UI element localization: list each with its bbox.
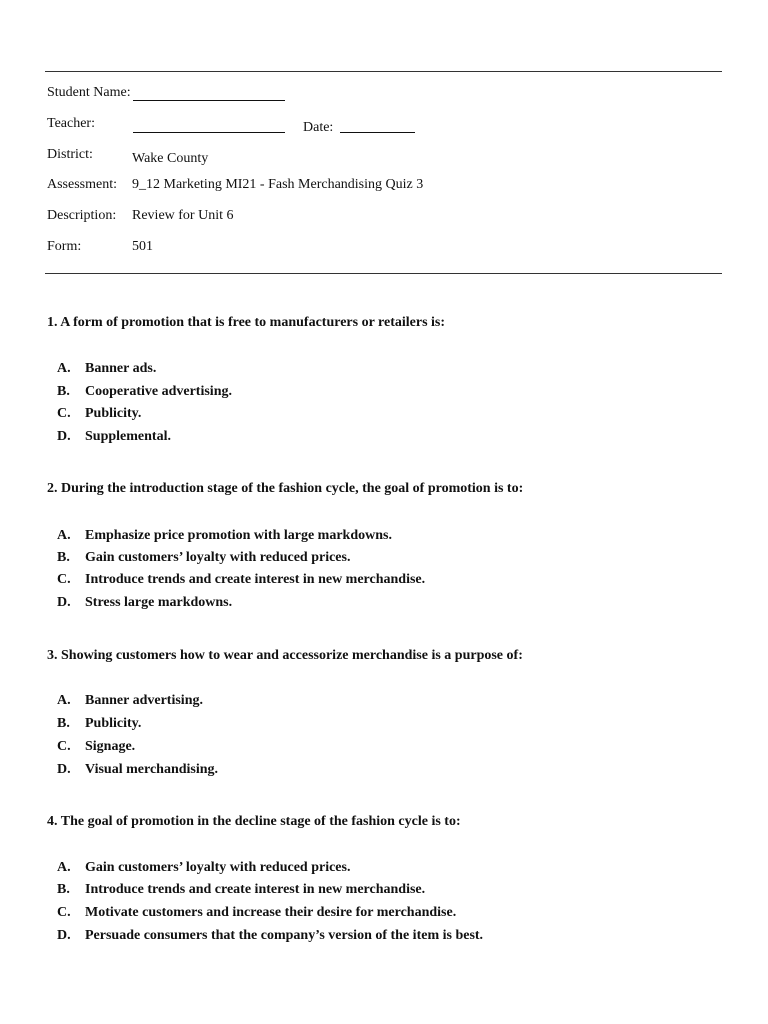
question-4-option-c[interactable] xyxy=(0,905,768,921)
question-2-option-b[interactable] xyxy=(0,550,768,566)
question-4-option-b[interactable] xyxy=(0,882,768,898)
description-value: Review for Unit 6 xyxy=(132,208,234,223)
option-text: Publicity. xyxy=(85,716,142,731)
option-text: Visual merchandising. xyxy=(85,762,219,777)
district-value: Wake County xyxy=(132,151,209,166)
question-4-option-d[interactable] xyxy=(0,928,768,944)
option-letter: C. xyxy=(57,572,71,587)
option-letter: D. xyxy=(57,595,71,610)
date-blank xyxy=(340,120,415,133)
option-text: Persuade consumers that the company’s version of the item is best. xyxy=(85,928,484,943)
date-label: Date: xyxy=(303,120,334,135)
option-text: Emphasize price promotion with large markdowns. xyxy=(85,528,392,543)
question-1-option-c[interactable] xyxy=(0,406,768,422)
question-2-option-d[interactable] xyxy=(0,595,768,611)
option-letter: B. xyxy=(57,384,70,399)
student-name-label: Student Name: xyxy=(47,85,131,100)
question-4-option-a[interactable] xyxy=(0,860,768,876)
district-label: District: xyxy=(47,147,93,162)
option-text: Gain customers’ loyalty with reduced prices. xyxy=(85,860,351,875)
question-3-option-d[interactable] xyxy=(0,762,768,778)
question-3-option-a[interactable] xyxy=(0,693,768,709)
option-text: Motivate customers and increase their desire for merchandise. xyxy=(85,905,457,920)
option-text: Gain customers’ loyalty with reduced prices. xyxy=(85,550,351,565)
assessment-value: 9_12 Marketing MI21 - Fash Merchandising Quiz 3 xyxy=(132,177,424,192)
question-1-option-a[interactable] xyxy=(0,361,768,377)
question-1-option-b[interactable] xyxy=(0,384,768,400)
question-3-option-c[interactable] xyxy=(0,739,768,755)
option-text: Banner ads. xyxy=(85,361,157,376)
question-1-option-d[interactable] xyxy=(0,429,768,445)
teacher-blank xyxy=(133,120,285,133)
form-value: 501 xyxy=(132,239,153,254)
option-letter: C. xyxy=(57,406,71,421)
option-text: Introduce trends and create interest in new merchandise. xyxy=(85,882,426,897)
option-letter: A. xyxy=(57,693,71,708)
option-text: Introduce trends and create interest in new merchandise. xyxy=(85,572,426,587)
question-2-option-c[interactable] xyxy=(0,572,768,588)
option-letter: B. xyxy=(57,882,70,897)
question-3: 3. Showing customers how to wear and accessorize merchandise is a purpose of: xyxy=(47,648,523,663)
option-letter: C. xyxy=(57,739,71,754)
option-letter: D. xyxy=(57,762,71,777)
question-3-option-b[interactable] xyxy=(0,716,768,732)
option-text: Publicity. xyxy=(85,406,142,421)
form-label: Form: xyxy=(47,239,82,254)
option-letter: D. xyxy=(57,429,71,444)
option-text: Stress large markdowns. xyxy=(85,595,233,610)
assessment-label: Assessment: xyxy=(47,177,117,192)
teacher-label: Teacher: xyxy=(47,116,95,131)
option-letter: A. xyxy=(57,860,71,875)
header-bottom-rule xyxy=(45,273,722,274)
option-text: Signage. xyxy=(85,739,136,754)
option-letter: B. xyxy=(57,716,70,731)
option-letter: C. xyxy=(57,905,71,920)
question-1: 1. A form of promotion that is free to manufacturers or retailers is: xyxy=(47,315,446,330)
question-2: 2. During the introduction stage of the fashion cycle, the goal of promotion is to: xyxy=(47,481,524,496)
option-letter: D. xyxy=(57,928,71,943)
header-top-rule xyxy=(45,71,722,72)
option-letter: A. xyxy=(57,528,71,543)
option-text: Supplemental. xyxy=(85,429,171,444)
option-letter: B. xyxy=(57,550,70,565)
option-letter: A. xyxy=(57,361,71,376)
option-text: Cooperative advertising. xyxy=(85,384,232,399)
student-name-blank xyxy=(133,88,285,101)
question-4: 4. The goal of promotion in the decline stage of the fashion cycle is to: xyxy=(47,814,461,829)
option-text: Banner advertising. xyxy=(85,693,203,708)
question-2-option-a[interactable] xyxy=(0,528,768,544)
description-label: Description: xyxy=(47,208,117,223)
